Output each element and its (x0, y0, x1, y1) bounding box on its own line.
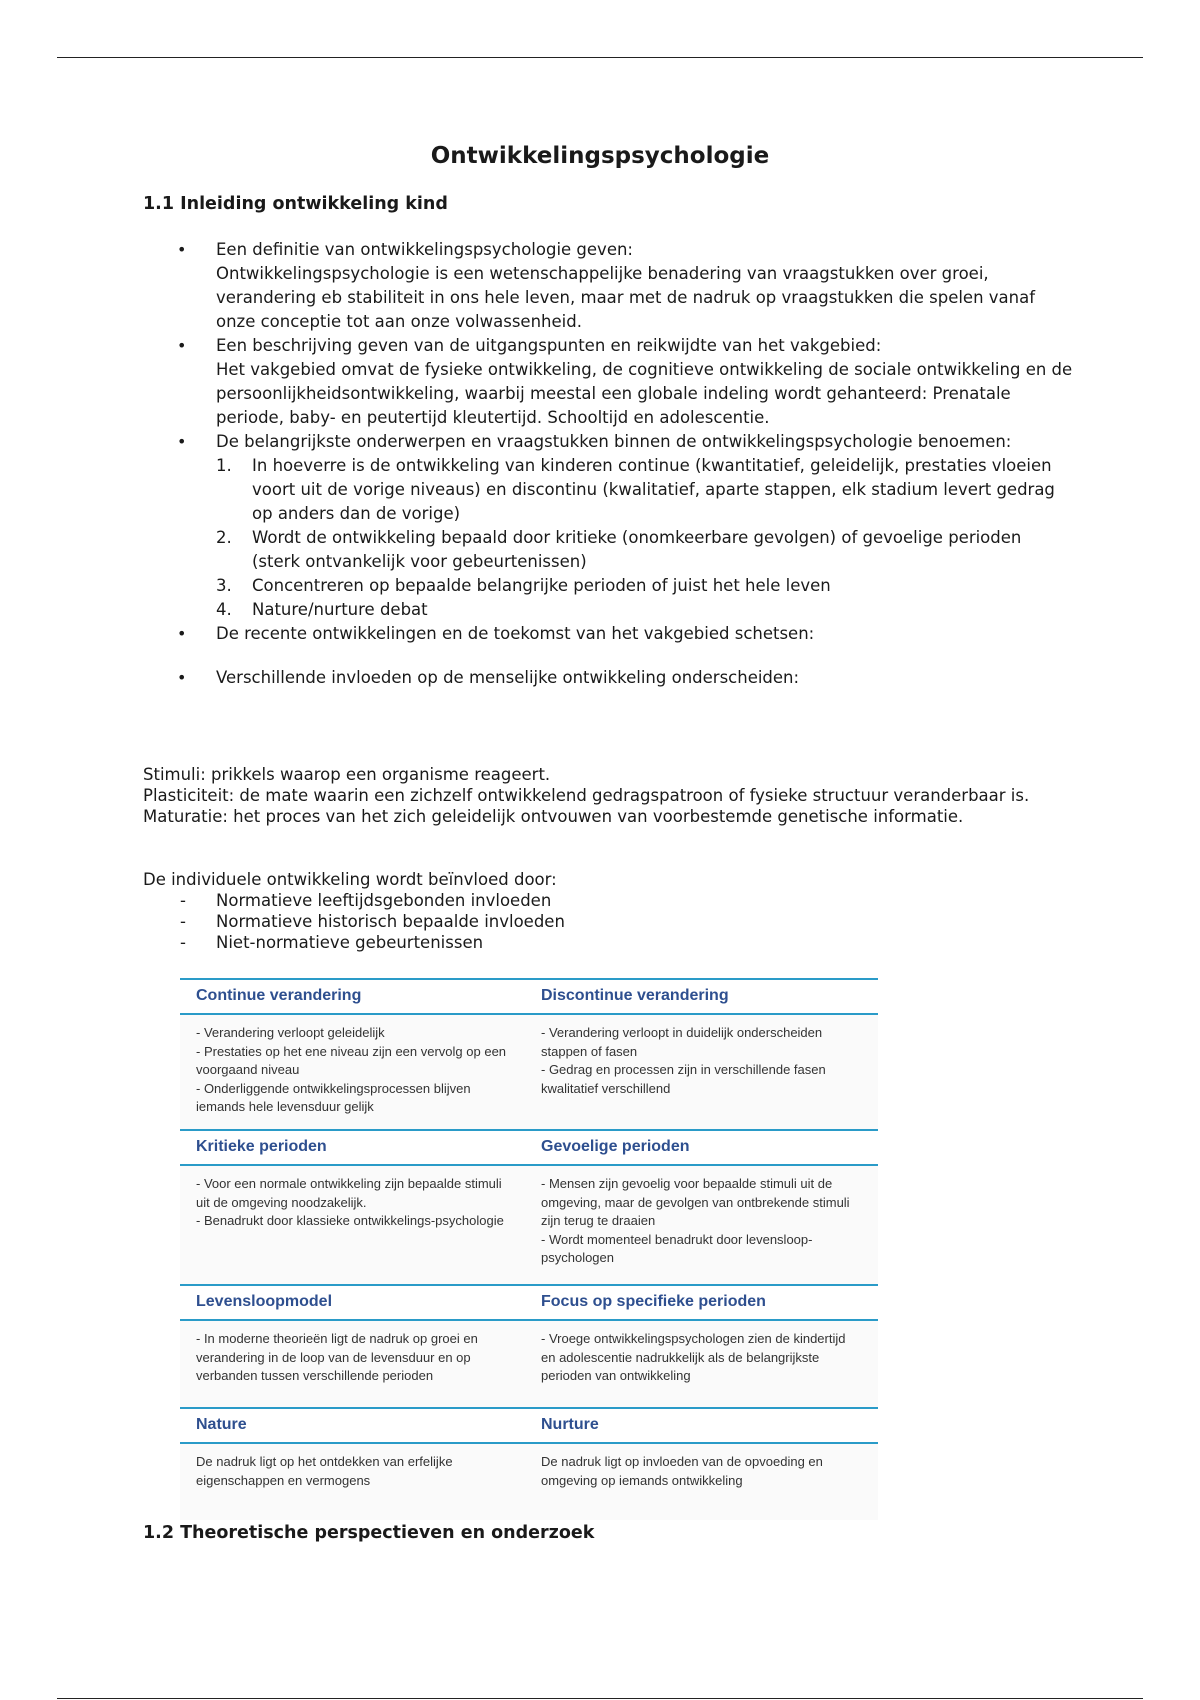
topics-numbered-list (216, 454, 1073, 622)
numbered-item (216, 574, 1073, 598)
table-header-cell: Levensloopmodel (180, 1285, 529, 1320)
item-text: In hoeverre is de ontwikkeling van kinderen continue (kwantitatief, geleidelijk, prestaties vloeien voort uit de vorige niveaus) en discontinu (kwalitatief, aparte stappen, elk stadium levert gedrag op anders dan de vorige) (252, 456, 1055, 523)
section-heading-1-2: 1.2 Theoretische perspectieven en onderzoek (143, 1523, 595, 1543)
item-text: Concentreren op bepaalde belangrijke perioden of juist het hele leven (252, 576, 831, 595)
cell-line: - Verandering verloopt in duidelijk onderscheiden stappen of fasen (541, 1025, 823, 1059)
numbered-item (216, 454, 1073, 526)
bullet-lead: • Een beschrijving geven van de uitgangspunten en reikwijdte van het vakgebied: (216, 336, 882, 355)
definition-stimuli: Stimuli: prikkels waarop een organisme reageert. (143, 765, 551, 784)
dash-marker: - (180, 891, 186, 910)
numbered-item (216, 526, 1073, 574)
cell-line: - Benadrukt door klassieke ontwikkelings-psychologie (196, 1213, 504, 1228)
table-cell (180, 1320, 529, 1408)
table-cell (529, 1014, 878, 1130)
table-row (180, 1165, 878, 1285)
cell-line: - Gedrag en processen zijn in verschillende fasen kwalitatief verschillend (541, 1062, 826, 1096)
table-cell (180, 1443, 529, 1520)
cell-line: - Vroege ontwikkelingspsychologen zien de kindertijd en adolescentie nadrukkelijk als de belangrijkste perioden van ontwikkeling (541, 1331, 846, 1383)
influences-list (143, 890, 1103, 953)
cell-line: - Mensen zijn gevoelig voor bepaalde stimuli uit de omgeving, maar de gevolgen van ontbrekende stimuli zijn terug te draaien (541, 1176, 850, 1228)
definition-maturatie: Maturatie: het proces van het zich geleidelijk ontvouwen van voorbestemde genetische informatie. (143, 807, 964, 826)
table-header-row (180, 1285, 878, 1320)
bullet-body: Het vakgebied omvat de fysieke ontwikkeling, de cognitieve ontwikkeling de sociale ontwikkeling en de persoonlijkheidsontwikkeling, waarbij meestal een globale indeling wordt gehanteerd: Prenatale periode, baby- en peutertijd kleutertijd. Schooltijd en adolescentie. (216, 360, 1073, 427)
table-header-cell: Focus op specifieke perioden (529, 1285, 878, 1320)
cell-line: - Prestaties op het ene niveau zijn een vervolg op een voorgaand niveau (196, 1043, 507, 1077)
list-item (143, 932, 1103, 953)
table-header-cell: Nurture (529, 1408, 878, 1443)
item-text: Nature/nurture debat (252, 600, 428, 619)
list-item (143, 430, 1073, 622)
table-row (180, 1320, 878, 1408)
item-number: 2. (216, 528, 232, 547)
table-cell (529, 1320, 878, 1408)
item-text: Wordt de ontwikkeling bepaald door kritieke (onomkeerbare gevolgen) of gevoelige perioden (sterk ontvankelijk voor gebeurtenissen) (252, 528, 1022, 571)
comparison-table (180, 978, 878, 1520)
section-heading-1-1: 1.1 Inleiding ontwikkeling kind (143, 194, 448, 214)
bullet-lead: • De recente ontwikkelingen en de toekomst van het vakgebied schetsen: (216, 624, 815, 643)
list-item (143, 890, 1103, 911)
table-cell (529, 1443, 878, 1520)
definition-plasticiteit: Plasticiteit: de mate waarin een zichzelf ontwikkelend gedragspatroon of fysieke structuur veranderbaar is. (143, 786, 1030, 805)
cell-line: - In moderne theorieën ligt de nadruk op groei en verandering in de loop van de levensduur en op verbanden tussen verschillende perioden (196, 1331, 478, 1383)
numbered-item (216, 598, 1073, 622)
table-header-row (180, 1130, 878, 1165)
item-text: Niet-normatieve gebeurtenissen (216, 933, 484, 952)
table-header-cell: Discontinue verandering (529, 979, 878, 1014)
table-cell (180, 1014, 529, 1130)
table-header-row (180, 979, 878, 1014)
influences-block (143, 869, 1103, 953)
table-cell (529, 1165, 878, 1285)
cell-line: - Verandering verloopt geleidelijk (196, 1025, 385, 1040)
dash-marker: - (180, 912, 186, 931)
cell-line: - Wordt momenteel benadrukt door levensloop-psychologen (541, 1231, 813, 1265)
table-cell (180, 1165, 529, 1285)
item-text: Normatieve leeftijdsgebonden invloeden (216, 891, 552, 910)
bullet-lead: • Een definitie van ontwikkelingspsychologie geven: (216, 240, 633, 259)
bullet-lead: • Verschillende invloeden op de menselijke ontwikkeling onderscheiden: (216, 668, 800, 687)
table-row (180, 1443, 878, 1520)
list-item (143, 622, 1073, 646)
cell-line: - Voor een normale ontwikkeling zijn bepaalde stimuli uit de omgeving noodzakelijk. (196, 1176, 502, 1210)
item-number: 3. (216, 576, 232, 595)
objectives-list (143, 238, 1073, 690)
bullet-body: Ontwikkelingspsychologie is een wetenschappelijke benadering van vraagstukken over groei, verandering eb stabiliteit in ons hele leven, maar met de nadruk op vraagstukken die spelen vanaf onze conceptie tot aan onze volwassenheid. (216, 264, 1036, 331)
bullet-lead: • De belangrijkste onderwerpen en vraagstukken binnen de ontwikkelingspsychologie benoemen: (216, 432, 1012, 451)
table-header-cell: Gevoelige perioden (529, 1130, 878, 1165)
cell-line: - Onderliggende ontwikkelingsprocessen blijven iemands hele levensduur gelijk (196, 1080, 471, 1114)
table-header-row (180, 1408, 878, 1443)
top-rule (57, 57, 1143, 58)
cell-line: De nadruk ligt op het ontdekken van erfelijke eigenschappen en vermogens (196, 1454, 453, 1488)
table-header-cell: Kritieke perioden (180, 1130, 529, 1165)
list-item (143, 238, 1073, 334)
list-item (143, 334, 1073, 430)
item-text: Normatieve historisch bepaalde invloeden (216, 912, 565, 931)
item-number: 4. (216, 600, 232, 619)
table-header-cell: Nature (180, 1408, 529, 1443)
document-title: Ontwikkelingspsychologie (430, 143, 770, 169)
bottom-rule (57, 1698, 1143, 1699)
definitions-block (143, 764, 1103, 827)
cell-line: De nadruk ligt op invloeden van de opvoeding en omgeving op iemands ontwikkeling (541, 1454, 823, 1488)
influences-intro: De individuele ontwikkeling wordt beïnvloed door: (143, 870, 557, 889)
item-number: 1. (216, 456, 232, 475)
dash-marker: - (180, 933, 186, 952)
list-item (143, 666, 1073, 690)
table-row (180, 1014, 878, 1130)
table-header-cell: Continue verandering (180, 979, 529, 1014)
list-item (143, 911, 1103, 932)
